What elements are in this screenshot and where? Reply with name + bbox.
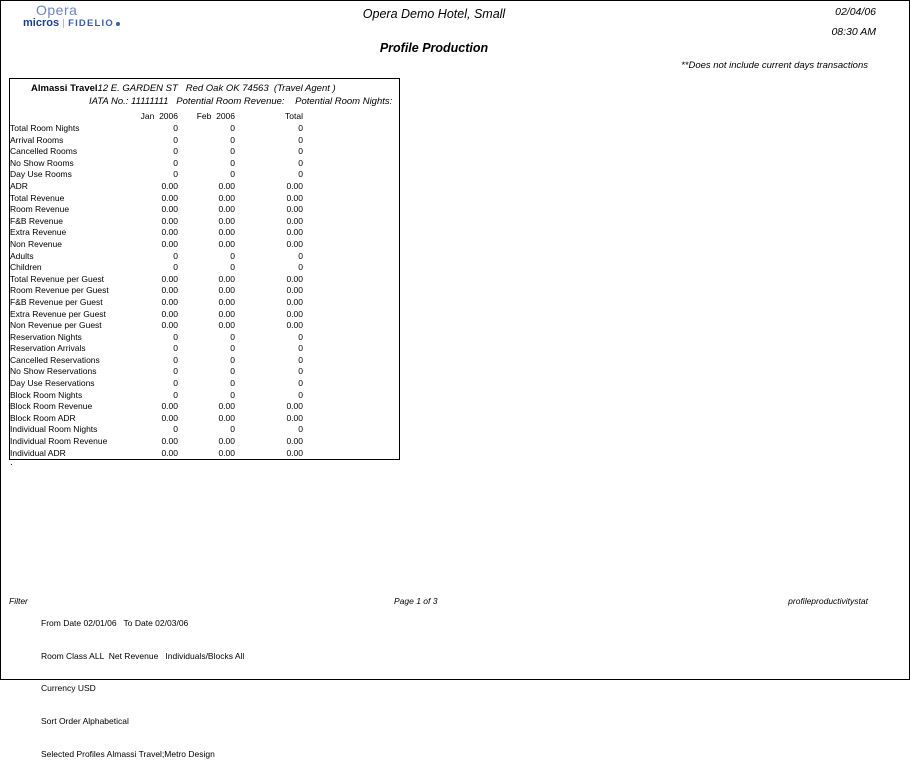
total-value: 0 bbox=[298, 157, 303, 168]
report-title: Profile Production bbox=[379, 41, 489, 55]
table-row bbox=[10, 332, 397, 344]
profile-stats-table bbox=[10, 110, 397, 459]
report-file-name: profileproductivitystat bbox=[788, 596, 868, 606]
jan-value: 0 bbox=[173, 250, 178, 261]
feb-value: 0.00 bbox=[218, 180, 235, 191]
feb-value: 0 bbox=[230, 366, 235, 377]
jan-value: 0 bbox=[173, 354, 178, 365]
total-value: 0.00 bbox=[286, 436, 303, 447]
filter-lines bbox=[41, 596, 244, 781]
row-label: Block Room Nights bbox=[10, 389, 83, 400]
jan-value: 0.00 bbox=[161, 273, 178, 284]
row-label-header bbox=[10, 110, 131, 123]
filler-cell bbox=[303, 135, 397, 147]
row-label: Non Revenue bbox=[10, 238, 62, 249]
profile-name: Almassi Travel bbox=[31, 83, 98, 94]
jan-value: 0 bbox=[173, 146, 178, 157]
table-row bbox=[10, 413, 397, 425]
feb-value: 0 bbox=[230, 146, 235, 157]
filler-cell bbox=[303, 251, 397, 263]
total-value: 0.00 bbox=[286, 192, 303, 203]
feb-value: 0 bbox=[230, 262, 235, 273]
feb-value: 0.00 bbox=[218, 238, 235, 249]
table-row bbox=[10, 285, 397, 297]
row-label: Room Revenue per Guest bbox=[10, 285, 109, 296]
total-value: 0.00 bbox=[286, 204, 303, 215]
row-label: Room Revenue bbox=[10, 204, 70, 215]
table-row bbox=[10, 366, 397, 378]
profile-box bbox=[9, 78, 400, 460]
filter-line: Room Class ALL Net Revenue Individuals/Blocks All bbox=[41, 650, 245, 661]
filler-cell bbox=[303, 262, 397, 274]
jan-value: 0.00 bbox=[161, 180, 178, 191]
total-value: 0.00 bbox=[286, 215, 303, 226]
jan-value: 0 bbox=[173, 157, 178, 168]
feb-value: 0.00 bbox=[218, 412, 235, 423]
total-value: 0.00 bbox=[286, 273, 303, 284]
table-row bbox=[10, 378, 397, 390]
filler-cell bbox=[303, 158, 397, 170]
hotel-name: Opera Demo Hotel, Small bbox=[362, 7, 506, 21]
row-label: ADR bbox=[10, 180, 28, 191]
row-label: Block Room ADR bbox=[10, 412, 76, 423]
total-value: 0.00 bbox=[286, 227, 303, 238]
jan-value: 0 bbox=[173, 389, 178, 400]
jan-value: 0.00 bbox=[161, 447, 178, 458]
total-value: 0.00 bbox=[286, 296, 303, 307]
jan-value: 0 bbox=[173, 424, 178, 435]
table-row bbox=[10, 181, 397, 193]
table-row bbox=[10, 343, 397, 355]
jan-value: 0 bbox=[173, 343, 178, 354]
table-row bbox=[10, 390, 397, 402]
row-label: Day Use Rooms bbox=[10, 169, 72, 180]
table-row bbox=[10, 158, 397, 170]
column-header-feb: Feb 2006 bbox=[196, 111, 235, 121]
table-row bbox=[10, 401, 397, 413]
feb-value: 0.00 bbox=[218, 285, 235, 296]
total-value: 0.00 bbox=[286, 401, 303, 412]
filler-cell bbox=[303, 193, 397, 205]
row-label: Total Revenue bbox=[10, 192, 65, 203]
jan-value: 0 bbox=[173, 366, 178, 377]
filler-cell bbox=[303, 309, 397, 321]
feb-value: 0.00 bbox=[218, 296, 235, 307]
filler-cell bbox=[303, 169, 397, 181]
feb-value: 0.00 bbox=[218, 204, 235, 215]
filler-cell bbox=[303, 424, 397, 436]
row-label: F&B Revenue per Guest bbox=[10, 296, 103, 307]
row-label: Extra Revenue per Guest bbox=[10, 308, 106, 319]
feb-value: 0.00 bbox=[218, 273, 235, 284]
stray-dot: . bbox=[10, 457, 13, 468]
table-row bbox=[10, 135, 397, 147]
transactions-note: **Does not include current days transactions bbox=[681, 60, 868, 71]
table-row bbox=[10, 251, 397, 263]
table-row bbox=[10, 448, 397, 460]
feb-value: 0.00 bbox=[218, 308, 235, 319]
filler-cell bbox=[303, 204, 397, 216]
row-label: Cancelled Rooms bbox=[10, 146, 78, 157]
feb-value: 0 bbox=[230, 169, 235, 180]
table-row bbox=[10, 274, 397, 286]
profile-table-body bbox=[10, 123, 397, 459]
total-value: 0 bbox=[298, 169, 303, 180]
report-date: 02/04/06 bbox=[835, 6, 876, 18]
feb-value: 0 bbox=[230, 134, 235, 145]
table-row bbox=[10, 146, 397, 158]
feb-value: 0 bbox=[230, 424, 235, 435]
filler-cell bbox=[303, 413, 397, 425]
filler-cell bbox=[303, 355, 397, 367]
table-row bbox=[10, 216, 397, 228]
jan-value: 0.00 bbox=[161, 204, 178, 215]
table-row bbox=[10, 123, 397, 135]
jan-value: 0 bbox=[173, 134, 178, 145]
filler-cell bbox=[303, 216, 397, 228]
table-row bbox=[10, 355, 397, 367]
profile-header-line bbox=[31, 83, 399, 95]
filler-cell bbox=[303, 239, 397, 251]
row-label: Individual Room Revenue bbox=[10, 436, 108, 447]
row-label: Cancelled Reservations bbox=[10, 354, 100, 365]
filter-line: Currency USD bbox=[41, 683, 96, 694]
opera-logo-text: Opera bbox=[36, 2, 78, 18]
column-header-total: Total bbox=[285, 111, 303, 121]
table-row bbox=[10, 309, 397, 321]
filter-line: Sort Order Alphabetical bbox=[41, 715, 129, 726]
jan-value: 0.00 bbox=[161, 308, 178, 319]
feb-value: 0.00 bbox=[218, 401, 235, 412]
row-label: No Show Rooms bbox=[10, 157, 74, 168]
row-label: Individual Room Nights bbox=[10, 424, 98, 435]
jan-value: 0.00 bbox=[161, 412, 178, 423]
row-label: Individual ADR bbox=[10, 447, 66, 458]
jan-value: 0.00 bbox=[161, 436, 178, 447]
total-value: 0.00 bbox=[286, 180, 303, 191]
filler-cell bbox=[303, 297, 397, 309]
feb-value: 0 bbox=[230, 343, 235, 354]
jan-value: 0.00 bbox=[161, 227, 178, 238]
filter-line: From Date 02/01/06 To Date 02/03/06 bbox=[41, 617, 189, 628]
profile-address: 12 E. GARDEN ST Red Oak OK 74563 (Travel Agent ) bbox=[97, 83, 336, 94]
jan-value: 0 bbox=[173, 169, 178, 180]
row-label: Reservation Arrivals bbox=[10, 343, 86, 354]
feb-value: 0 bbox=[230, 250, 235, 261]
feb-value: 0 bbox=[230, 123, 235, 133]
feb-value: 0.00 bbox=[218, 227, 235, 238]
row-label: Non Revenue per Guest bbox=[10, 320, 102, 331]
table-row bbox=[10, 320, 397, 332]
filler-cell bbox=[303, 448, 397, 460]
feb-value: 0 bbox=[230, 354, 235, 365]
total-value: 0.00 bbox=[286, 308, 303, 319]
table-row bbox=[10, 424, 397, 436]
feb-value: 0 bbox=[230, 389, 235, 400]
jan-value: 0.00 bbox=[161, 401, 178, 412]
row-label: Extra Revenue bbox=[10, 227, 67, 238]
feb-value: 0 bbox=[230, 378, 235, 389]
jan-value: 0.00 bbox=[161, 192, 178, 203]
jan-value: 0.00 bbox=[161, 215, 178, 226]
row-label: Total Room Nights bbox=[10, 123, 80, 133]
column-header-jan: Jan 2006 bbox=[140, 111, 178, 121]
total-value: 0 bbox=[298, 378, 303, 389]
row-label: Total Revenue per Guest bbox=[10, 273, 105, 284]
filler-cell bbox=[303, 390, 397, 402]
filler-cell bbox=[303, 366, 397, 378]
micros-logo-text: micros bbox=[23, 17, 60, 29]
filler-cell bbox=[303, 320, 397, 332]
table-row bbox=[10, 436, 397, 448]
feb-value: 0.00 bbox=[218, 215, 235, 226]
feb-value: 0 bbox=[230, 157, 235, 168]
table-row bbox=[10, 262, 397, 274]
fidelio-dot-icon bbox=[116, 22, 120, 26]
total-value: 0 bbox=[298, 424, 303, 435]
feb-value: 0.00 bbox=[218, 436, 235, 447]
total-value: 0 bbox=[298, 262, 303, 273]
table-row bbox=[10, 227, 397, 239]
jan-value: 0 bbox=[173, 378, 178, 389]
table-row bbox=[10, 193, 397, 205]
filler-cell bbox=[303, 227, 397, 239]
total-value: 0.00 bbox=[286, 447, 303, 458]
feb-value: 0 bbox=[230, 331, 235, 342]
fidelio-word: FIDELIO bbox=[68, 17, 114, 29]
row-label: Block Room Revenue bbox=[10, 401, 93, 412]
filler-cell bbox=[303, 332, 397, 344]
filter-label: Filter bbox=[9, 596, 28, 606]
filler-header bbox=[303, 110, 397, 123]
jan-value: 0.00 bbox=[161, 296, 178, 307]
total-value: 0 bbox=[298, 146, 303, 157]
total-value: 0 bbox=[298, 331, 303, 342]
table-row bbox=[10, 169, 397, 181]
filler-cell bbox=[303, 343, 397, 355]
jan-value: 0 bbox=[173, 331, 178, 342]
filler-cell bbox=[303, 285, 397, 297]
table-row bbox=[10, 204, 397, 216]
total-value: 0 bbox=[298, 250, 303, 261]
jan-value: 0.00 bbox=[161, 285, 178, 296]
feb-value: 0.00 bbox=[218, 447, 235, 458]
row-label: F&B Revenue bbox=[10, 215, 63, 226]
total-value: 0 bbox=[298, 123, 303, 133]
total-value: 0 bbox=[298, 134, 303, 145]
column-header-row bbox=[10, 110, 397, 123]
filler-cell bbox=[303, 401, 397, 413]
row-label: No Show Reservations bbox=[10, 366, 97, 377]
row-label: Children bbox=[10, 262, 42, 273]
filler-cell bbox=[303, 274, 397, 286]
page-number: Page 1 of 3 bbox=[394, 596, 438, 606]
filler-cell bbox=[303, 146, 397, 158]
filter-line: Selected Profiles Almassi Travel;Metro Design bbox=[41, 748, 215, 759]
profile-iata-line: IATA No.: 11111111 Potential Room Revenue: Potential Room Nights: bbox=[89, 96, 393, 107]
total-value: 0.00 bbox=[286, 238, 303, 249]
table-row bbox=[10, 297, 397, 309]
filler-cell bbox=[303, 378, 397, 390]
report-time: 08:30 AM bbox=[831, 26, 876, 38]
table-row bbox=[10, 239, 397, 251]
total-value: 0.00 bbox=[286, 412, 303, 423]
feb-value: 0.00 bbox=[218, 320, 235, 331]
jan-value: 0 bbox=[173, 123, 178, 133]
total-value: 0 bbox=[298, 354, 303, 365]
total-value: 0 bbox=[298, 343, 303, 354]
filler-cell bbox=[303, 181, 397, 193]
total-value: 0 bbox=[298, 366, 303, 377]
jan-value: 0.00 bbox=[161, 238, 178, 249]
row-label: Day Use Reservations bbox=[10, 378, 95, 389]
row-label: Arrival Rooms bbox=[10, 134, 64, 145]
total-value: 0 bbox=[298, 389, 303, 400]
jan-value: 0.00 bbox=[161, 320, 178, 331]
jan-value: 0 bbox=[173, 262, 178, 273]
total-value: 0.00 bbox=[286, 285, 303, 296]
feb-value: 0.00 bbox=[218, 192, 235, 203]
row-label: Reservation Nights bbox=[10, 331, 82, 342]
filler-cell bbox=[303, 123, 397, 135]
filler-cell bbox=[303, 436, 397, 448]
row-label: Adults bbox=[10, 250, 34, 261]
total-value: 0.00 bbox=[286, 320, 303, 331]
